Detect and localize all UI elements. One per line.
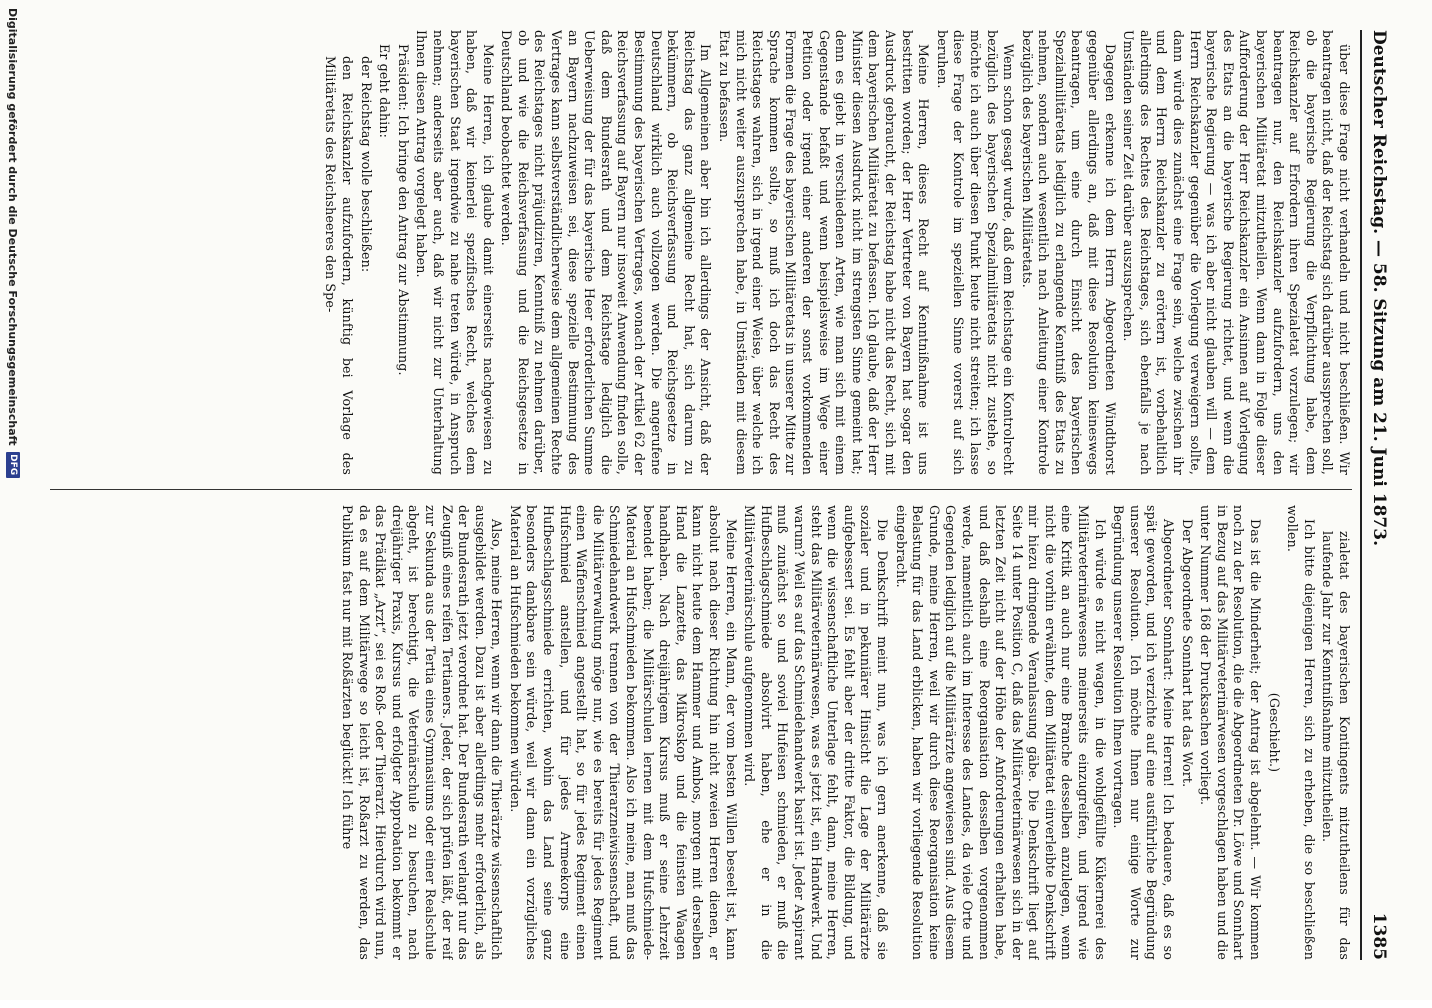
page-header: [1366, 30, 1392, 960]
paragraph: zialetat des bayerischen Kontingents mitzutheilens für das laufende Jahr zur Kenntnißnahme mitzutheilen.: [1320, 531, 1352, 960]
paragraph: Der Abgeordnete Sonnhart hat das Wort.: [1179, 519, 1195, 788]
paragraph: Ich bitte diejenigen Herren, sich zu erheben, die so beschließen wollen.: [1285, 505, 1317, 960]
left-column: [50, 30, 1352, 475]
paragraph: Meine Herren, ein Mann, der vom besten Willen beseelt ist, kann absolut nach dieser Richtung hin nicht zweien Herren dienen, er kann nicht heute dem Hammer und Ambos, morgen mit derselben Hand die Lanzette, das Mikroskop und die feinsten Waagen handhaben. Nach dreijährigem Kursus muß er seine Lehrzeit beendet haben; die Militärschulen lernen mit dem Hufschmiede-Material an Hufschmieden bekommen. Also ich meine, man muß das Schmiedehandwerk trennen von der Thierarzneiwissenschaft, und die Militärverwaltung möge nur, wie es bereits für jedes Regiment einen Waffenschmied angestellt hat, so für jedes Regiment einen Hufschmied anstellen, und für jedes Armeekorps eine Hufbeschlagsschmiede errichten, wohin das Land seine ganz besonders dankbare sein würde, weil wir dann ein vorzügliches Material an Hufschmieden bekommen würden.: [507, 505, 739, 960]
column-divider: [50, 489, 1352, 490]
header-title: Deutscher Reichstag. — 58. Sitzung am 21. Juni 1873.: [1369, 30, 1389, 546]
paragraph: Dagegen erkenne ich dem Herrn Abgeordneten Windthorst gegenüber allerdings an, daß mit diese Resolution keineswegs beantragen, um eine durch Einsicht des bayerischen Spezialmilitäretats lediglich zu erlangende Kenntniß des Etats zu nehmen, sondern auch wesentlich nach Anleitung einer Kontrole bezüglich des bayerischen Militäretats.: [1019, 30, 1118, 475]
credit-text: Digitalisierung gefördert durch die Deutsche Forschungsgemeinschaft: [6, 8, 20, 446]
paragraph: über diese Frage nicht verhandeln und nicht beschließen. Wir beantragen nicht, daß der Reichstag sich darüber aussprechen soll, ob die bayerische Regierung die Verpflichtung habe, dem Reichskanzler auf Erfordern ihren Spezialetat vorzulegen; wir beantragen nur, den Reichskanzler aufzufordern, uns den bayerischen Militäretat mitzutheilen. Wenn dann in Folge dieser Aufforderung der Herr Reichskanzler ein Ansinnen auf Vorlegung des Etats an die bayerische Regierung richtet, und wenn die bayerische Regierung — was ich aber nicht glauben will — dem Herrn Reichskanzler gegenüber die Vorlegung verweigern sollte, dann würde dies zunächst eine Frage sein, welche zwischen ihr und dem Herrn Reichskanzler zu erörtern ist, vorbehaltlich allerdings des Rechtes des Reichstages, sich ebenfalls je nach Umständen seiner Zeit darüber auszusprechen.: [1121, 30, 1352, 475]
paragraph: Er geht dahin:: [377, 44, 393, 139]
paragraph: Ich würde es nicht wagen, in die wohlgefüllte Kükernerei des Militärveterinärwesens meinerseits einzugreifen, und irgend wie eine Kritik an auch nur eine Branche desselben anzulegen, wenn nicht die vorhin erwähnte, dem Militäretat einverleibte Denkschrift mir hiezu dringende Veranlassung gäbe. Die Denkschrift liegt auf Seite 14 unter Position C, daß das Militärveterinärwesen sich in der letzten Zeit nicht auf der Höhe der Anforderungen erhalten habe, und daß deshalb eine Reorganisation desselben vorgenommen werde, namentlich auch im Interesse des Landes, da viele Orte und Gegenden lediglich auf die Militärärzte angewiesen sind. Aus diesem Grunde, meine Herren, weil wir durch diese Reorganisation keine Belastung für das Land erblicken, haben wir vorliegende Resolution eingebracht.: [893, 505, 1108, 960]
digitization-credit: [0, 0, 26, 1008]
paragraph: Wenn schon gesagt wurde, daß dem Reichstage ein Kontrolrecht bezüglich des bayerischen Spezialmilitäretats nicht zustehe, so möchte ich auch über diesen Punkt heute nicht streiten; ich lasse diese Frage der Kontrole im speziellen Sinne vorerst auf sich beruhen.: [934, 30, 1017, 475]
paragraph: Meine Herren, ich glaube damit einerseits nachgewiesen zu haben, daß wir keinerlei spezifisches Recht, welches dem bayerischen Staat irgendwie zu nahe treten würde, in Anspruch nehmen; anderseits aber auch, daß wir nicht zur Unterhaltung Ihnen diesen Antrag vorgelegt haben.: [414, 30, 496, 475]
paragraph: Im Allgemeinen aber bin ich allerdings der Ansicht, daß der Reichstag das ganz allgemeine Recht hat, sich darum zu bekümmern, ob Reichsverfassung und Reichsgesetze in Deutschland wirklich auch vollzogen werden. Die angerufene Bestimmung des bayerischen Vertrages, wonach der Artikel 62 der Reichsverfassung auf Bayern nur insoweit Anwendung finden solle, daß dem Bundesrath und dem Reichstage lediglich die Ueberweisung der für das bayerische Heer erforderlichen Summe an Bayern nachzuweisen sei, diese spezielle Bestimmung des Vertrages kann selbstverständlicherweise dem allgemeinen Rechte des Reichstages nicht präjudiziren, Kenntniß zu nehmen darüber, ob und wie die Reichsverfassung und die Reichsgesetze in Deutschland beobachtet werden.: [499, 30, 714, 475]
paragraph: der Reichstag wolle beschließen:: [358, 56, 374, 273]
paragraph: Also, meine Herren, wenn wir dann die Thierärzte wissenschaftlich ausgebildet werden. Dazu ist aber allerdings mehr erforderlich, als der Bundesrath jetzt verordnet hat. Der Bundesrath verlangt nur das Zeugniß eines reifen Tertianers. Jeder, der sich prüfen läßt, der reif zur Sekunda aus der Tertia eines Gymnasiums oder einer Realschule abgeht, ist berechtigt, die Veterinärschule zu besuchen, nach dreijähriger Praxis, Kursus und erfolgter Approbation bekommt er das Prädikat „Arzt“, sei es Roß- oder Thierarzt. Hierdurch wird nun, da es auf dem Militärwege so leicht ist, Roßarzt zu werden, das Publikum fast nur mit Roßärzten beglückt! Ich führe: [339, 505, 505, 960]
paragraph: Abgeordneter Sonnhart: Meine Herren! Ich bedauere, daß es so spät geworden, und ich verzichte auf eine ausführliche Begründung unserer Resolution. Ich möchte Ihnen nur einige Worte zur Begründung unserer Resolution Ihnen vortragen.: [1111, 505, 1177, 960]
paragraph: Die Denkschrift meint nun, was ich gern anerkenne, daß sie sozialer und in pekuniärer Hinsicht die Lage der Militärärzte aufgebessert sei. Es fehlt aber der dritte Faktor, die Bildung, und wenn die wissenschaftliche Unterlage fehlt, dann, meine Herren, steht das Militärveterinärwesen, was es jetzt ist, ein Handwerk. Und warum? Weil es auf das Schmiedehandwerk basirt ist. Jeder Aspirant muß zunächst so und soviel Hufeisen schmieden, er muß die Hufbeschlagschmiede absolvirt haben, ehe er in die Militärveterinärschule aufgenommen wird.: [742, 505, 890, 960]
paragraph: Präsident: Ich bringe den Antrag zur Abstimmung.: [395, 44, 411, 376]
page-number: 1385: [1369, 912, 1389, 960]
paragraph: (Geschieht.): [1266, 692, 1282, 773]
right-column: [50, 505, 1352, 960]
paragraph: Meine Herren, dieses Recht auf Kenntnißnahme ist uns bestritten worden; der Herr Vertreter von Bayern hat sogar den Ausdruck gebraucht, der Reichstag habe nicht das Recht, sich mit dem bayerischen Militäretat zu befassen. Ich glaube, daß der Herr Minister diesen Ausdruck nicht im strengsten Sinne gemeint hat; denn es giebt in verschiedenen Arten, wie man sich mit einem Gegenstande befaßt und wenn beispielsweise im Wege einer Petition oder irgend einer anderen der sonst vorkommenden Formen die Frage des bayerischen Militäretats in unserer Mitte zur Sprache kommen sollte, so muß ich doch das Recht des Reichstages wahren, sich in irgend einer Weise, über welche ich mich nicht weiter auszusprechen habe, in Umständen mit diesem Etat zu befassen.: [717, 30, 932, 475]
header-rule: [1360, 30, 1362, 960]
paragraph: Das ist die Minderheit; der Antrag ist abgelehnt. — Wir kommen noch zu der Resolution, die die Abgeordneten Dr. Löwe und Sonnhart in Bezug auf das Militärveterinärwesen vorgeschlagen haben und die unter Nummer 168 der Drucksachen vorliegt.: [1198, 505, 1264, 960]
dfg-logo: DFG: [6, 452, 20, 478]
paragraph: den Reichskanzler aufzufordern, künftig bei Vorlage des Militäretats des Reichsheeres den Spe-: [323, 56, 355, 475]
